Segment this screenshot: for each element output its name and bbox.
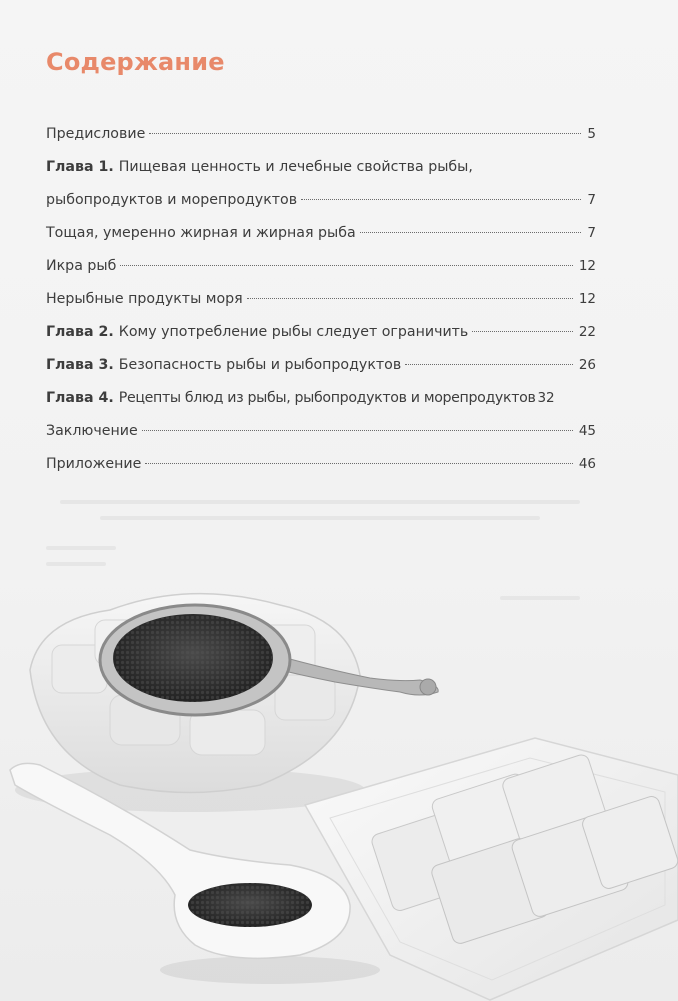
toc-entry[interactable] — [46, 382, 596, 415]
toc-chapter-label: Глава 1. — [46, 159, 114, 175]
toc-leader-dots — [149, 133, 581, 134]
toc-entry-title: Безопасность рыбы и рыбопродуктов — [118, 357, 402, 373]
toc-page-number: 46 — [578, 456, 596, 472]
toc-entry[interactable] — [46, 283, 596, 316]
toc-entry[interactable] — [46, 118, 596, 151]
toc-entry-title: Рецепты блюд из рыбы, рыбопродуктов и морепродуктов — [118, 390, 536, 406]
toc-entry[interactable] — [46, 316, 596, 349]
toc-entry-title: Нерыбные продукты моря — [46, 291, 243, 307]
bleed-through-line — [46, 546, 116, 550]
toc-page-number: 22 — [578, 324, 596, 340]
toc-entry-title: рыбопродуктов и морепродуктов — [46, 192, 298, 208]
caviar-photo — [0, 560, 678, 1001]
toc-page-number: 7 — [587, 225, 596, 241]
toc-page-number: 12 — [578, 291, 596, 307]
toc-leader-dots — [142, 430, 573, 431]
toc-chapter-label: Глава 2. — [46, 324, 114, 340]
toc-leader-dots — [472, 331, 573, 332]
toc-entry-title: Приложение — [46, 456, 142, 472]
bleed-through-line — [60, 500, 580, 504]
toc-page-number: 7 — [587, 192, 596, 208]
toc-leader-dots — [120, 265, 572, 266]
toc-page-number: 32 — [537, 390, 555, 406]
toc-entry[interactable] — [46, 448, 596, 481]
toc-leader-dots — [301, 199, 581, 200]
toc-leader-dots — [405, 364, 573, 365]
toc-chapter-label: Глава 4. — [46, 390, 114, 406]
toc-leader-dots — [247, 298, 573, 299]
toc-entry-title: Пищевая ценность и лечебные свойства рыбы, — [118, 159, 473, 175]
table-of-contents — [46, 118, 596, 481]
toc-entry-title: Икра рыб — [46, 258, 117, 274]
toc-leader-dots — [145, 463, 572, 464]
bleed-through-line — [100, 516, 540, 520]
bread-plate-icon — [305, 738, 678, 1000]
toc-entry[interactable] — [46, 415, 596, 448]
toc-chapter-label: Глава 3. — [46, 357, 114, 373]
toc-entry[interactable] — [46, 217, 596, 250]
toc-page-number: 26 — [578, 357, 596, 373]
toc-page-number: 5 — [587, 126, 596, 142]
toc-entry[interactable] — [46, 151, 596, 184]
toc-entry[interactable] — [46, 250, 596, 283]
page-title: Содержание — [46, 48, 225, 76]
toc-entry-title: Кому употребление рыбы следует ограничить — [118, 324, 469, 340]
toc-entry[interactable] — [46, 349, 596, 382]
toc-entry-continuation[interactable] — [46, 184, 596, 217]
toc-entry-title: Заключение — [46, 423, 138, 439]
toc-entry-title: Тощая, умеренно жирная и жирная рыба — [46, 225, 356, 241]
toc-leader-dots — [360, 232, 582, 233]
toc-page-number: 12 — [578, 258, 596, 274]
toc-entry-title: Предисловие — [46, 126, 146, 142]
toc-page-number: 45 — [578, 423, 596, 439]
